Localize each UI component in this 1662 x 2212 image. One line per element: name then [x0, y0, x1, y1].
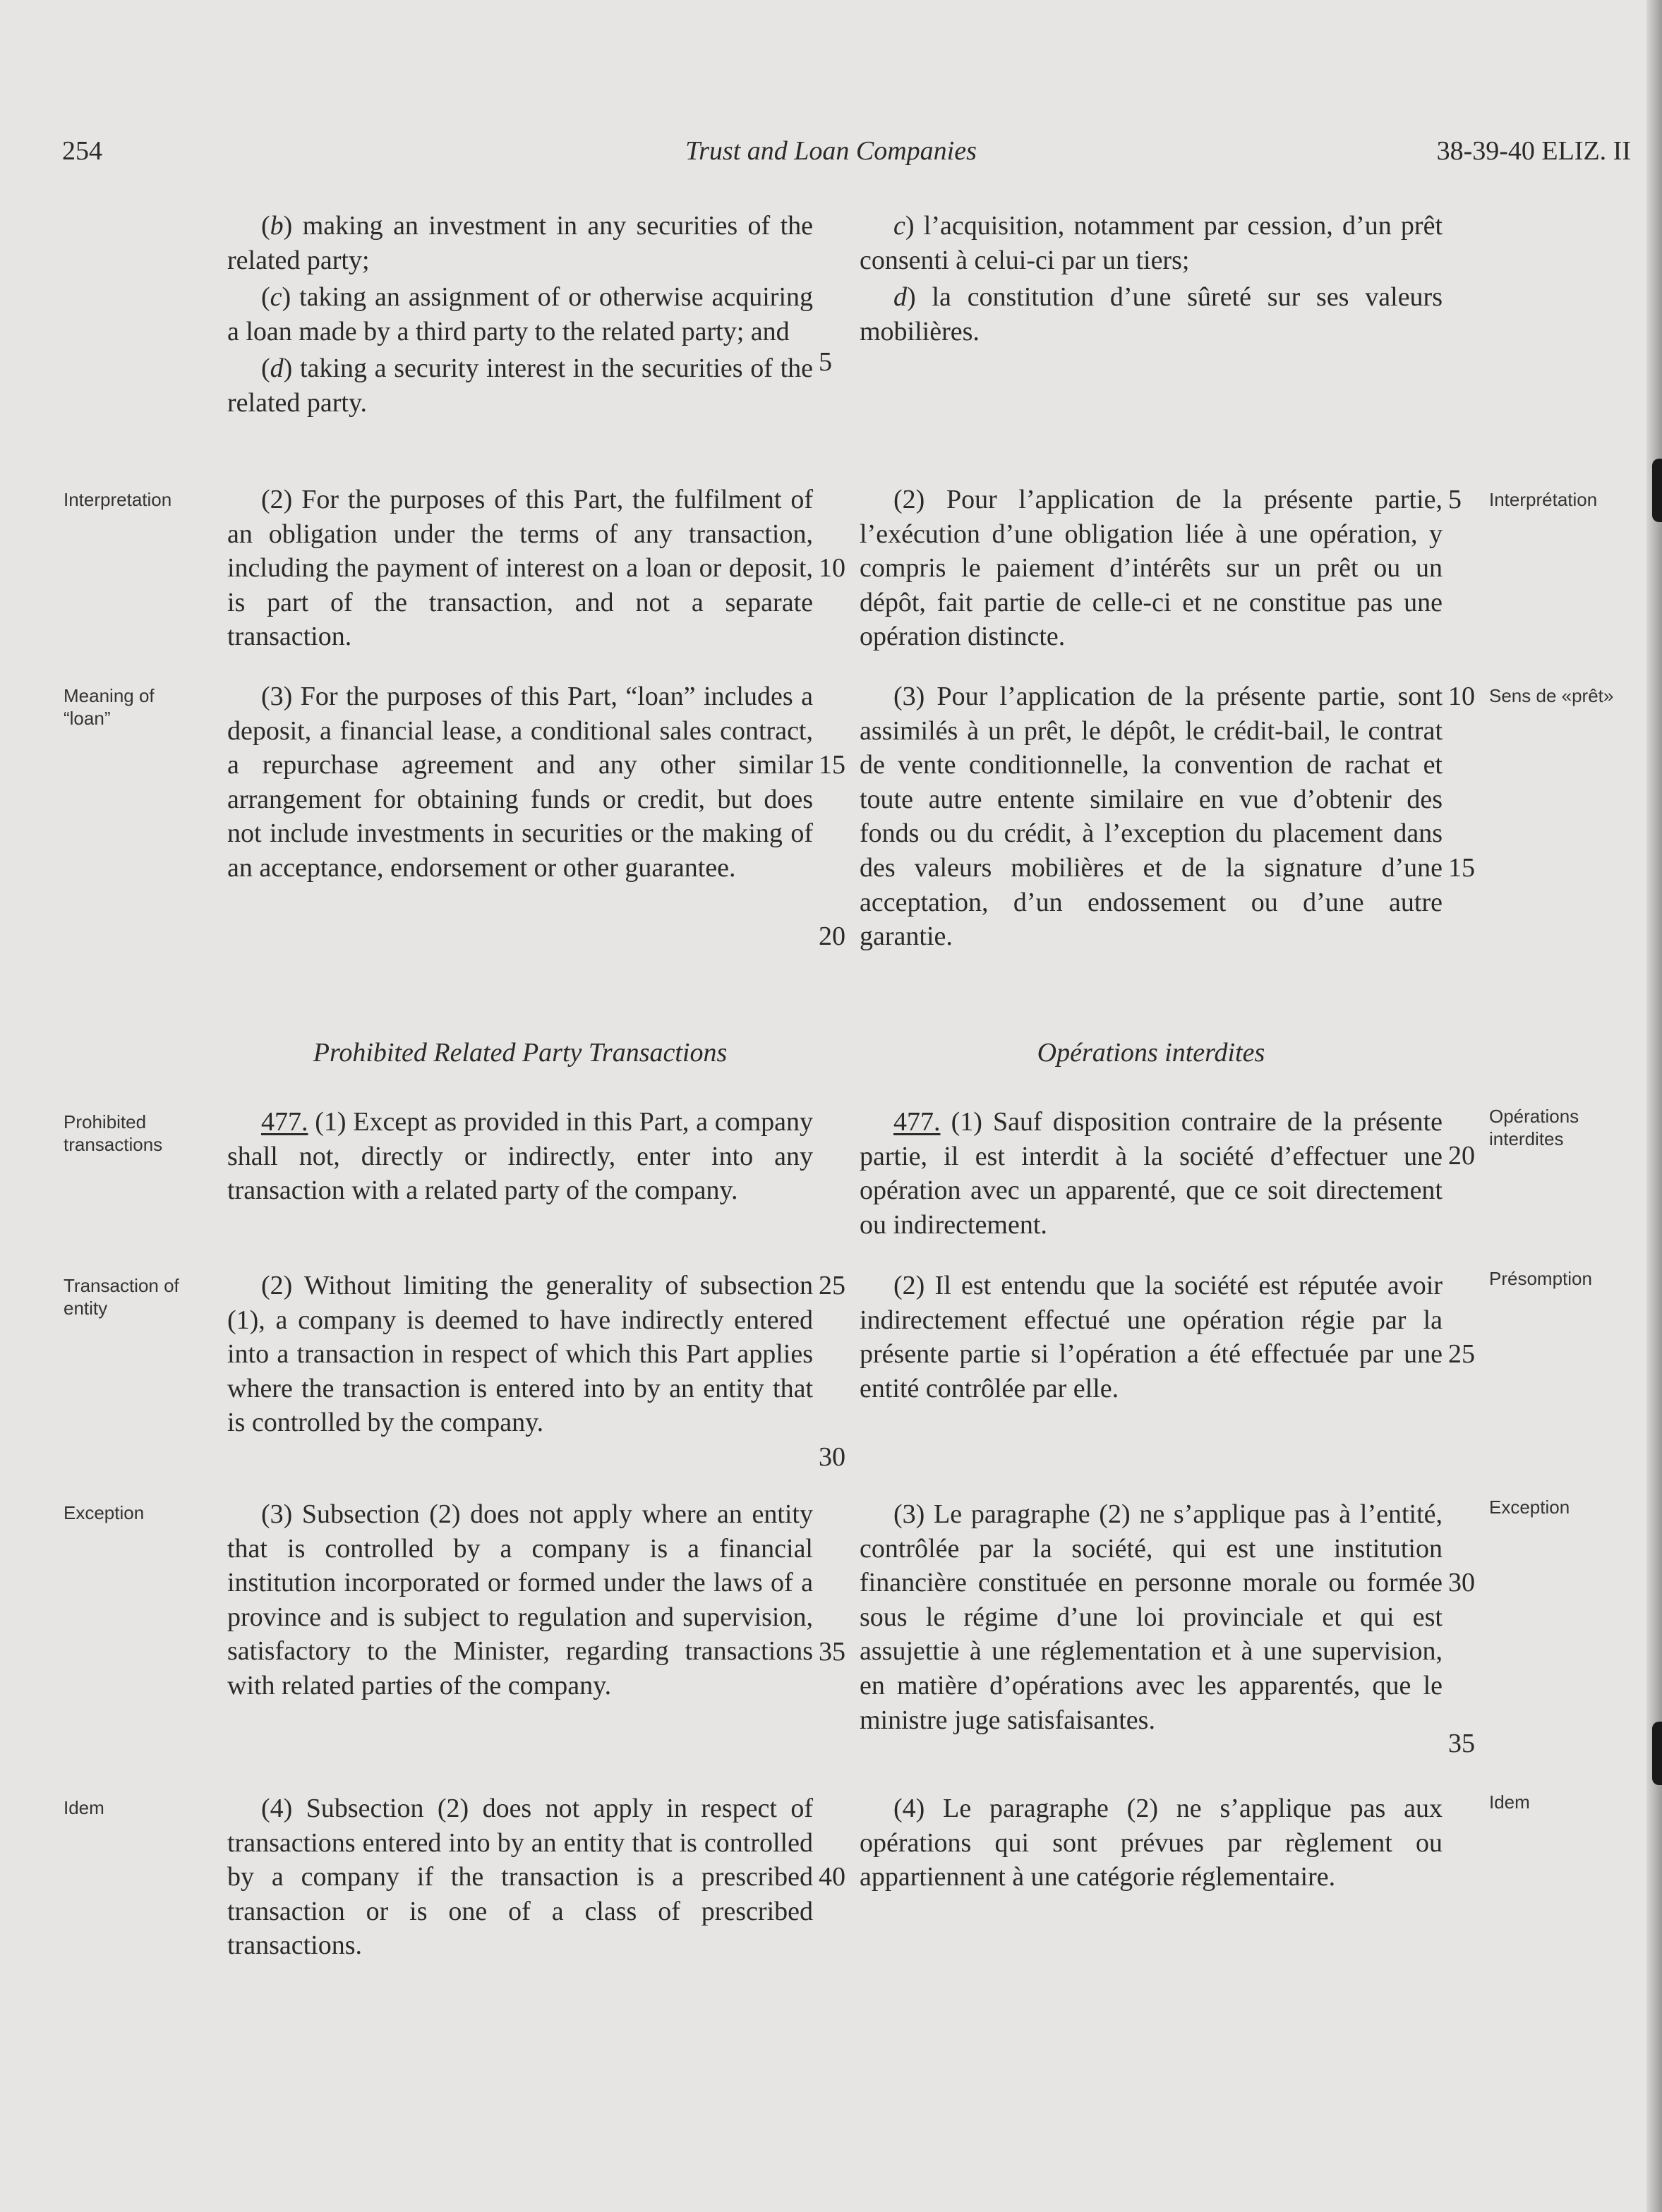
fr-paragraph-items [860, 209, 1443, 349]
fr-subsection-2: (2) Pour l’application de la présente partie, l’exécution d’une obligation liée à une opération, y compris le paiement d’intérêts sur un prêt ou un dépôt, fait partie de celle-ci et ne constitue pas une opération distincte. [860, 485, 1443, 652]
en-section-477-1: 477. (1) Except as provided in this Part, a company shall not, directly or indirectly, enter into any transaction with a related party of the company. [227, 1107, 814, 1206]
fr-line-number: 30 [1448, 1568, 1475, 1597]
en-margin-note-interpretation: Interpretation [64, 489, 172, 510]
fr-subsection-3: (3) Pour l’application de la présente partie, sont assimilés à un prêt, le dépôt, le crédit-bail, le contrat de vente conditionnelle, la convention de rachat et toute autre entente similaire en vue d’obtenir des fonds ou du crédit, à l’exception du placement dans des valeurs mobilières et de la signature d’une acceptation, d’un endossement ou d’une autre garantie. [860, 682, 1443, 952]
fr-line-number: 35 [1448, 1729, 1475, 1758]
fr-line-number: 15 [1448, 853, 1475, 883]
en-line-number: 25 [819, 1271, 845, 1300]
running-title: Trust and Loan Companies [685, 136, 977, 166]
fr-section-477-2: (2) Il est entendu que la société est réputée avoir indirectement effectué une opération régie par la présente partie si l’opération a été effectuée par une entité contrôlée par elle. [860, 1271, 1443, 1403]
en-section-number: 477. [261, 1107, 308, 1137]
fr-section-number: 477. [893, 1107, 941, 1137]
fr-section-heading: Opérations interdites [1037, 1038, 1265, 1068]
en-item-d: (d) taking a security interest in the securities of the related party. [227, 353, 814, 418]
fr-line-number: 10 [1448, 682, 1475, 711]
fr-margin-note-idem: Idem [1489, 1791, 1530, 1813]
fr-line-number: 5 [1448, 485, 1462, 514]
en-section-477-3: (3) Subsection (2) does not apply where an entity that is controlled by a company is a financial institution incorporated or formed under the laws of a province and is subject to regulation and supervision, satisfactory to the Minister, regarding transactions with related parties of the company. [227, 1499, 813, 1700]
fr-margin-note-presumption: Présomption [1489, 1268, 1592, 1289]
regnal-citation: 38-39-40 ELIZ. II [1436, 136, 1631, 166]
en-line-number: 30 [819, 1442, 845, 1472]
page-edge [1646, 0, 1662, 2212]
binding-tab-mark [1652, 1722, 1662, 1785]
fr-section-477-3: (3) Le paragraphe (2) ne s’applique pas à l’entité, contrôlée par la société, qui est une institution financière constituée en personne morale ou formée sous le régime d’une loi provinciale et qui est assujettie à une réglementation et à une supervision, en matière d’opérations avec les apparentés, que le ministre juge satisfaisantes. [860, 1499, 1443, 1735]
en-line-number: 5 [819, 347, 832, 377]
fr-line-number: 25 [1448, 1339, 1475, 1369]
en-line-number: 20 [819, 921, 845, 951]
fr-margin-note-interpretation: Interprétation [1489, 489, 1598, 510]
en-line-number: 15 [819, 750, 845, 780]
en-margin-note-exception: Exception [64, 1502, 145, 1523]
en-margin-note-idem: Idem [64, 1797, 104, 1818]
fr-section-477-1: 477. (1) Sauf disposition contraire de la présente partie, il est interdit à la société d’effectuer une opération avec un apparenté, que ce soit directement ou indirectement. [860, 1107, 1443, 1240]
en-margin-note-entity: Transaction of entity [64, 1275, 179, 1319]
fr-margin-note-loan: Sens de «prêt» [1489, 685, 1614, 706]
fr-margin-note-exception: Exception [1489, 1497, 1570, 1518]
fr-line-number: 20 [1448, 1141, 1475, 1171]
binding-tab-mark [1652, 459, 1662, 522]
en-section-477-2: (2) Without limiting the generality of subsection (1), a company is deemed to have indirectly entered into a transaction in respect of which this Part applies where the transaction is entered into by an entity that is controlled by the company. [227, 1271, 813, 1438]
en-section-477-4: (4) Subsection (2) does not apply in respect of transactions entered into by an entity that is controlled by a company if the transaction is a prescribed transaction or is one of a class of prescribed transactions. [227, 1794, 813, 1961]
fr-item-d: d) la constitution d’une sûreté sur ses valeurs mobilières. [860, 282, 1443, 346]
en-subsection-2: (2) For the purposes of this Part, the fulfilment of an obligation under the terms of any transaction, including the payment of interest on a loan or deposit, is part of the transaction, and not a separate transaction. [227, 485, 813, 652]
en-line-number: 40 [819, 1862, 845, 1892]
en-section-heading: Prohibited Related Party Transactions [313, 1038, 728, 1068]
en-subsection-3: (3) For the purposes of this Part, “loan” includes a deposit, a financial lease, a conditional sales contract, a repurchase agreement and any other similar arrangement for obtaining funds or credit, but does not include investments in securities or the making of an acceptance, endorsement or other guarantee. [227, 682, 813, 883]
en-margin-note-prohibited: Prohibited transactions [64, 1111, 163, 1155]
fr-section-477-4: (4) Le paragraphe (2) ne s’applique pas aux opérations qui sont prévues par règlement ou appartiennent à une catégorie réglementaire. [860, 1794, 1443, 1892]
fr-item-c: c) l’acquisition, notamment par cession, d’un prêt consenti à celui-ci par un tiers; [860, 211, 1443, 275]
page-number: 254 [62, 136, 102, 166]
en-margin-note-loan: Meaning of “loan” [64, 685, 155, 729]
en-item-b: (b) making an investment in any securities of the related party; [227, 211, 813, 275]
en-line-number: 35 [819, 1637, 845, 1667]
fr-margin-note-prohibited: Opérations interdites [1489, 1106, 1579, 1149]
en-paragraph-items [227, 209, 813, 421]
en-item-c: (c) taking an assignment of or otherwise acquiring a loan made by a third party to the related party; and [227, 282, 813, 346]
en-line-number: 10 [819, 553, 845, 583]
